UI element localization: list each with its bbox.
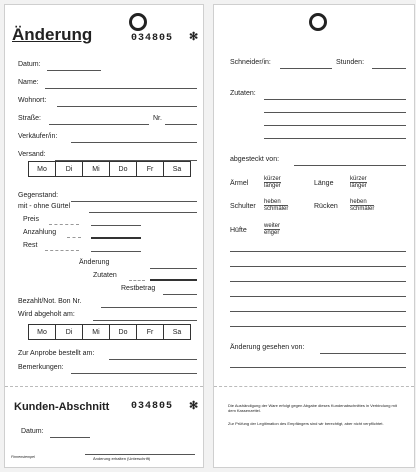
ruecken-schmaler-option[interactable]: schmäler <box>350 206 375 213</box>
aenderung-field[interactable] <box>150 268 197 269</box>
aenderung-gesehen-field[interactable] <box>320 353 406 354</box>
gegenstand-field[interactable] <box>71 201 197 202</box>
kunden-datum-label: Datum: <box>21 428 44 435</box>
abgesteckt-field[interactable] <box>294 165 406 166</box>
day-box[interactable]: Fr <box>137 162 164 176</box>
anprobe-label: Zur Anprobe bestellt am: <box>18 350 95 357</box>
anzahlung-leader <box>67 237 81 238</box>
gegenstand-label: Gegenstand: <box>18 192 59 199</box>
aenderung-gesehen-label: Änderung gesehen von: <box>230 344 305 351</box>
name-field[interactable] <box>45 88 197 89</box>
wohnort-label: Wohnort: <box>18 97 47 104</box>
abgeholt-field[interactable] <box>93 320 197 321</box>
aermel-options <box>264 176 281 190</box>
bemerkungen-label: Bemerkungen: <box>18 364 64 371</box>
preis-leader <box>49 224 79 225</box>
kunden-title: Kunden-Abschnitt <box>14 401 110 413</box>
laenge-label: Länge <box>314 180 334 187</box>
perforation-line <box>5 386 203 387</box>
nr-label: Nr. <box>153 115 162 122</box>
versand-day-grid <box>28 161 191 177</box>
guertel-label: mit - ohne Gürtel <box>18 203 71 210</box>
guertel-field[interactable] <box>89 212 197 213</box>
preis-label: Preis <box>23 216 39 223</box>
laenge-kuerzer-option[interactable]: kürzer <box>350 176 367 182</box>
notes-line-4[interactable] <box>230 296 406 297</box>
laenge-options <box>350 176 367 190</box>
anprobe-field[interactable] <box>109 359 197 360</box>
notice-text-1: Die Aushändigung der Ware erfolgt gegen Abgabe dieses Kundenabschnittes in Verbindung mit dem Kassenzettel. <box>228 403 397 414</box>
ruecken-heben-option[interactable]: heben <box>350 199 374 206</box>
restbetrag-label: Restbetrag <box>121 285 156 292</box>
unterschrift-field[interactable] <box>85 454 195 455</box>
schneider-field[interactable] <box>280 68 332 69</box>
kunden-datum-field[interactable] <box>50 437 90 438</box>
aenderung-gesehen-line-2[interactable] <box>230 367 406 368</box>
nr-field[interactable] <box>165 124 197 125</box>
zutaten-label: Zutaten <box>93 272 117 279</box>
abgeholt-label: Wird abgeholt am: <box>18 311 75 318</box>
bemerkungen-field[interactable] <box>71 373 197 374</box>
ruecken-options <box>350 199 374 213</box>
notice-text-2: Zur Prüfung der Legitimation des Empfängers sind wir berechtigt, aber nicht verpflichtet. <box>228 421 384 426</box>
stunden-field[interactable] <box>372 68 406 69</box>
schneider-label: Schneider/in: <box>230 59 271 66</box>
strasse-field[interactable] <box>49 124 149 125</box>
front-tag-hole <box>129 13 147 31</box>
datum-field[interactable] <box>47 70 101 71</box>
ruecken-label: Rücken <box>314 203 338 210</box>
kunden-serial: 034805 <box>131 401 174 412</box>
firmenstempel-label: Firmenstempel <box>11 455 35 459</box>
day-box[interactable]: Mi <box>83 325 110 339</box>
schulter-options <box>264 199 288 213</box>
back-perforation-line <box>214 386 414 387</box>
day-box[interactable]: Do <box>110 325 137 339</box>
erhalten-label: Änderung erhalten (Unterschrift) <box>93 456 151 461</box>
notes-line-6[interactable] <box>230 326 406 327</box>
day-box[interactable]: Sa <box>172 328 182 336</box>
day-box[interactable]: Sa <box>172 165 182 173</box>
front-tag <box>4 4 204 468</box>
preis-field[interactable] <box>91 225 141 226</box>
notes-line-1[interactable] <box>230 251 406 252</box>
bezahlt-label: Bezahlt/Not. Bon Nr. <box>18 298 82 305</box>
front-title: Änderung <box>12 25 93 44</box>
zutaten-leader <box>129 280 145 281</box>
huefte-options <box>264 223 280 237</box>
zutaten-back-line-4[interactable] <box>264 138 406 139</box>
versand-label: Versand: <box>18 151 46 158</box>
abgesteckt-label: abgesteckt von: <box>230 156 280 163</box>
schulter-schmaler-option[interactable]: schmäler <box>264 206 289 213</box>
aenderung-label: Änderung <box>79 259 110 266</box>
stunden-label: Stunden: <box>336 59 365 66</box>
name-label: Name: <box>18 79 39 86</box>
rest-leader <box>45 250 79 251</box>
wohnort-field[interactable] <box>57 106 197 107</box>
day-box[interactable]: Mi <box>83 162 110 176</box>
verkaeufer-label: Verkäufer/in: <box>18 133 58 140</box>
zutaten-back-line-1[interactable] <box>264 99 406 100</box>
laenge-laenger-option[interactable]: länger <box>350 183 367 190</box>
strasse-label: Straße: <box>18 115 41 122</box>
day-box[interactable]: Mo <box>29 162 56 176</box>
zutaten-field[interactable] <box>150 279 197 281</box>
huefte-label: Hüfte <box>230 227 247 234</box>
anzahlung-label: Anzahlung <box>23 229 57 236</box>
back-tag-hole <box>309 13 327 31</box>
zutaten-back-line-3[interactable] <box>264 125 406 126</box>
day-box[interactable]: Di <box>56 325 83 339</box>
anzahlung-field[interactable] <box>91 237 141 239</box>
kunden-star-mark: ✻ <box>189 400 199 412</box>
aermel-laenger-option[interactable]: länger <box>264 183 281 190</box>
schulter-heben-option[interactable]: heben <box>264 199 288 206</box>
zutaten-back-line-2[interactable] <box>264 112 406 113</box>
day-box[interactable]: Mo <box>29 325 56 339</box>
abgeholt-day-grid <box>28 324 191 340</box>
aermel-kuerzer-option[interactable]: kürzer <box>264 176 281 182</box>
front-serial: 034805 <box>131 33 174 44</box>
notes-line-3[interactable] <box>230 281 406 282</box>
notes-line-2[interactable] <box>230 266 406 267</box>
huefte-weiter-option[interactable]: weiter <box>264 223 281 229</box>
back-tag <box>213 4 415 468</box>
day-box[interactable]: Fr <box>137 325 164 339</box>
schulter-label: Schulter <box>230 203 256 210</box>
day-box[interactable]: Di <box>56 162 83 176</box>
zutaten-back-label: Zutaten: <box>230 90 256 97</box>
rest-label: Rest <box>23 242 38 249</box>
front-star-mark: ✻ <box>189 31 199 43</box>
datum-label: Datum: <box>18 61 41 68</box>
verkaeufer-field[interactable] <box>71 142 197 143</box>
rest-field[interactable] <box>91 251 141 252</box>
day-box[interactable]: Do <box>110 162 137 176</box>
huefte-enger-option[interactable]: enger <box>264 230 280 237</box>
restbetrag-field[interactable] <box>163 294 197 295</box>
bezahlt-field[interactable] <box>101 307 197 308</box>
aermel-label: Ärmel <box>230 180 249 187</box>
notes-line-5[interactable] <box>230 311 406 312</box>
